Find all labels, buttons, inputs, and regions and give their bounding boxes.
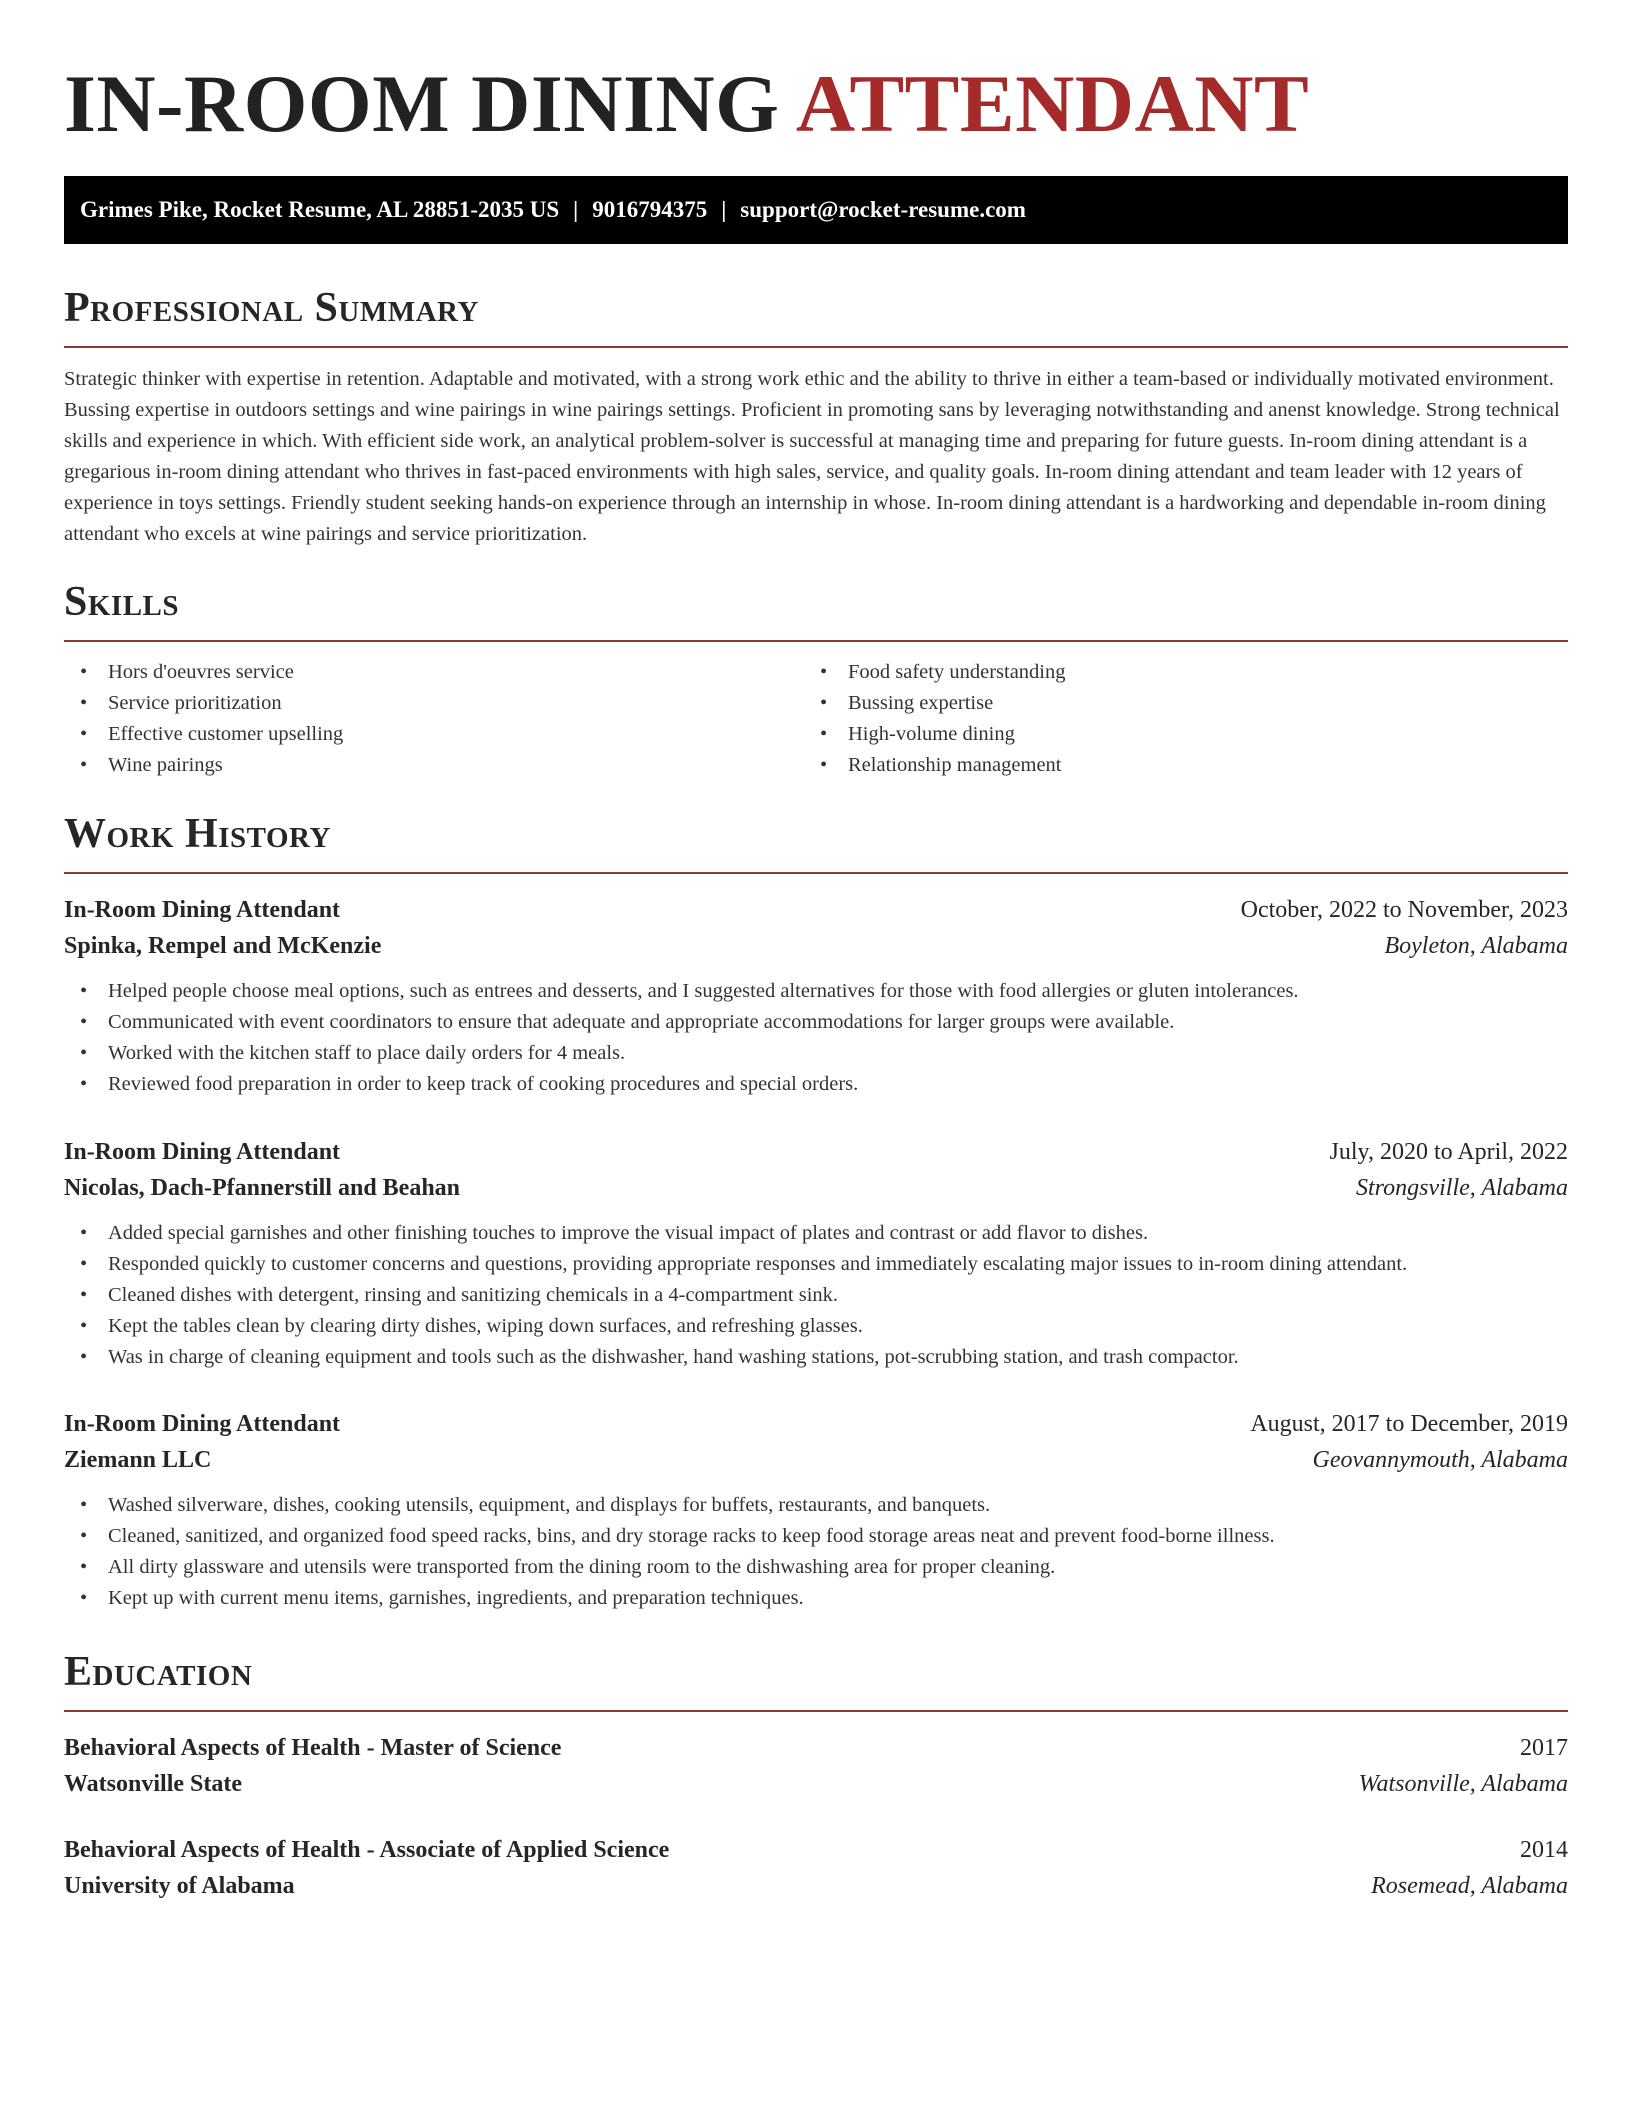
skills-section (64, 578, 1568, 781)
job-role: In-Room Dining Attendant (64, 1411, 341, 1437)
education-year: 2017 (1520, 1735, 1568, 1761)
job-location: Boyleton, Alabama (1384, 933, 1568, 959)
education-school: Watsonville State (64, 1771, 242, 1797)
contact-phone[interactable]: 9016794375 (592, 197, 708, 222)
education-header (64, 1730, 1568, 1766)
education-degree: Behavioral Aspects of Health - Master of Science (64, 1735, 562, 1761)
job-role: In-Room Dining Attendant (64, 1139, 341, 1165)
job-entry (64, 1134, 1568, 1373)
job-bullet: • Helped people choose meal options, such as entrees and desserts, and I suggested alternatives for those with food allergies or gluten intolerances. (64, 976, 1568, 1007)
skills-list (64, 657, 1568, 781)
education-title: Education (64, 1649, 253, 1695)
education-degree: Behavioral Aspects of Health - Associate of Applied Science (64, 1837, 670, 1863)
education-header (64, 1832, 1568, 1868)
job-bullets (64, 1218, 1568, 1373)
work-section (64, 810, 1568, 874)
contact-address: Grimes Pike, Rocket Resume, AL 28851-2035 US (80, 197, 560, 222)
summary-title: Professional Summary (64, 285, 479, 331)
section-divider (64, 346, 1568, 348)
skills-title: Skills (64, 579, 180, 625)
job-dates: August, 2017 to December, 2019 (1250, 1411, 1568, 1437)
contact-email[interactable]: support@rocket-resume.com (740, 197, 1026, 222)
education-entry (64, 1832, 1568, 1904)
job-dates: July, 2020 to April, 2022 (1329, 1139, 1568, 1165)
candidate-name (64, 0, 1568, 166)
education-location: Watsonville, Alabama (1358, 1771, 1568, 1797)
job-company: Ziemann LLC (64, 1447, 212, 1473)
education-location: Rosemead, Alabama (1371, 1873, 1568, 1899)
education-subheader (64, 1766, 1568, 1802)
job-company: Spinka, Rempel and McKenzie (64, 933, 382, 959)
skill-item: • Wine pairings (64, 750, 804, 781)
job-bullet: • Kept up with current menu items, garnishes, ingredients, and preparation techniques. (64, 1583, 1568, 1614)
job-location: Strongsville, Alabama (1356, 1175, 1568, 1201)
name-last: ATTENDANT (795, 58, 1310, 149)
job-bullet: • Kept the tables clean by clearing dirty dishes, wiping down surfaces, and refreshing glasses. (64, 1311, 1568, 1342)
education-section (64, 1648, 1568, 1712)
work-title: Work History (64, 811, 331, 857)
job-subheader (64, 1170, 1568, 1206)
skill-item: • Effective customer upselling (64, 719, 804, 750)
job-dates: October, 2022 to November, 2023 (1240, 897, 1568, 923)
skill-item: • Hors d'oeuvres service (64, 657, 804, 688)
job-bullet: • Cleaned, sanitized, and organized food speed racks, bins, and dry storage racks to keep food storage areas neat and prevent food-borne illness. (64, 1521, 1568, 1552)
skill-item: • Service prioritization (64, 688, 804, 719)
job-header (64, 892, 1568, 928)
education-school: University of Alabama (64, 1873, 295, 1899)
job-entry (64, 1406, 1568, 1614)
job-subheader (64, 1442, 1568, 1478)
job-header (64, 1406, 1568, 1442)
contact-bar (64, 176, 1568, 244)
skill-item: • Relationship management (804, 750, 1544, 781)
job-entry (64, 892, 1568, 1100)
education-subheader (64, 1868, 1568, 1904)
summary-section (64, 284, 1568, 550)
section-divider (64, 640, 1568, 642)
education-year: 2014 (1520, 1837, 1568, 1863)
skill-item: • High-volume dining (804, 719, 1544, 750)
job-company: Nicolas, Dach-Pfannerstill and Beahan (64, 1175, 461, 1201)
name-first: IN-ROOM DINING (64, 58, 780, 149)
job-bullet: • Added special garnishes and other finishing touches to improve the visual impact of plates and contrast or add flavor to dishes. (64, 1218, 1568, 1249)
section-divider (64, 872, 1568, 874)
job-bullets (64, 1490, 1568, 1614)
job-bullet: • Was in charge of cleaning equipment and tools such as the dishwasher, hand washing stations, pot-scrubbing station, and trash compactor. (64, 1342, 1568, 1373)
job-subheader (64, 928, 1568, 964)
education-entry (64, 1730, 1568, 1802)
job-bullet: • Cleaned dishes with detergent, rinsing and sanitizing chemicals in a 4-compartment sink. (64, 1280, 1568, 1311)
job-bullet: • Washed silverware, dishes, cooking utensils, equipment, and displays for buffets, restaurants, and banquets. (64, 1490, 1568, 1521)
job-location: Geovannymouth, Alabama (1312, 1447, 1568, 1473)
skill-item: • Food safety understanding (804, 657, 1544, 688)
job-bullet: • Responded quickly to customer concerns and questions, providing appropriate responses and immediately escalating major issues to in-room dining attendant. (64, 1249, 1568, 1280)
job-bullets (64, 976, 1568, 1100)
contact-separator: | (721, 197, 727, 222)
job-bullet: • Reviewed food preparation in order to keep track of cooking procedures and special orders. (64, 1069, 1568, 1100)
job-bullet: • Worked with the kitchen staff to place daily orders for 4 meals. (64, 1038, 1568, 1069)
section-divider (64, 1710, 1568, 1712)
contact-separator: | (573, 197, 579, 222)
job-role: In-Room Dining Attendant (64, 897, 341, 923)
job-bullet: • All dirty glassware and utensils were transported from the dining room to the dishwashing area for proper cleaning. (64, 1552, 1568, 1583)
summary-text: Strategic thinker with expertise in retention. Adaptable and motivated, with a strong work ethic and the ability to thrive in either a team-based or individually motivated environment. Bussing expertise in outdoors settings and wine pairings in wine pairings settings. Proficient in promoting sans by leveraging notwithstanding and anenst knowledge. Strong technical skills and experience in which. With efficient side work, an analytical problem-solver is successful at managing time and preparing for future guests. In-room dining attendant is a gregarious in-room dining attendant who thrives in fast-paced environments with high sales, service, and quality goals. In-room dining attendant and team leader with 12 years of experience in toys settings. Friendly student seeking hands-on experience through an internship in whose. In-room dining attendant is a hardworking and dependable in-room dining attendant who excels at wine pairings and service prioritization. (64, 368, 1560, 545)
skill-item: • Bussing expertise (804, 688, 1544, 719)
job-bullet: • Communicated with event coordinators to ensure that adequate and appropriate accommodations for larger groups were available. (64, 1007, 1568, 1038)
job-header (64, 1134, 1568, 1170)
